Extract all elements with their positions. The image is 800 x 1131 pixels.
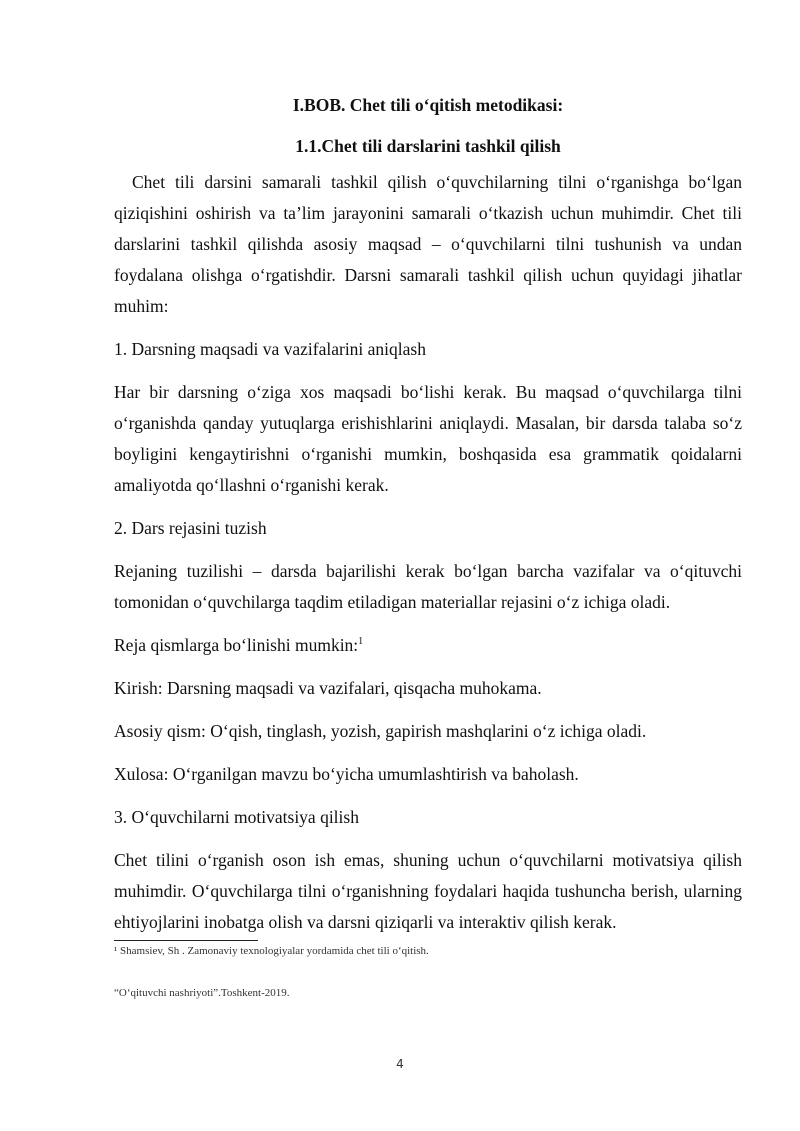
footnote-marker[interactable]: 1 (358, 636, 364, 648)
item1-paragraph: Har bir darsning o‘ziga xos maqsadi bo‘lishi kerak. Bu maqsad o‘quvchilarga tilni o‘rganishda qanday yutuqlarga erishishlarini aniqlaydi. Masalan, bir darsda talaba so‘z boyligini kengaytirishni o‘rganishi mumkin, boshqasida esa grammatik qoidalarni amaliyotda qo‘llashni o‘rganishi kerak. (114, 382, 742, 495)
item3-heading: 3. O‘quvchilarni motivatsiya qilish (114, 807, 359, 827)
item2-paragraph: Rejaning tuzilishi – darsda bajarilishi kerak bo‘lgan barcha vazifalar va o‘qituvchi tomonidan o‘quvchilarga taqdim etiladigan materiallar rejasini o‘z ichiga oladi. (114, 561, 742, 612)
plan-part-conclusion: Xulosa: O‘rganilgan mavzu bo‘yicha umumlashtirish va baholash. (114, 764, 579, 784)
plan-part-main: Asosiy qism: O‘qish, tinglash, yozish, gapirish mashqlarini o‘z ichiga oladi. (114, 721, 647, 741)
plan-intro-text: Reja qismlarga bo‘linishi mumkin: (114, 635, 359, 655)
item1-heading: 1. Darsning maqsadi va vazifalarini aniqlash (114, 339, 426, 359)
footnote-line-1: ¹ Shamsiev, Sh . Zamonaviy texnologiyalar yordamida chet tili o‘qitish. (114, 945, 429, 957)
page-number: 4 (396, 1057, 404, 1071)
plan-intro (114, 630, 742, 661)
item2-heading: 2. Dars rejasini tuzish (114, 518, 267, 538)
intro-paragraph: Chet tili darsini samarali tashkil qilish o‘quvchilarning tilni o‘rganishga bo‘lgan qiziqishini oshirish va ta’lim jarayonini samarali o‘tkazish uchun muhimdir. Chet tili darslarini tashkil qilishda asosiy maqsad – o‘quvchilarni tilni tushunish va undan foydalana olishga o‘rgatishdir. Darsni samarali tashkil qilish uchun quyidagi jihatlar muhim: (114, 172, 742, 316)
plan-part-intro: Kirish: Darsning maqsadi va vazifalari, qisqacha muhokama. (114, 678, 542, 698)
chapter-title: I.BOB. Chet tili o‘qitish metodikasi: (292, 95, 564, 115)
section-title: 1.1.Chet tili darslarini tashkil qilish (295, 136, 561, 156)
footnote-separator (114, 940, 258, 941)
item3-paragraph: Chet tilini o‘rganish oson ish emas, shuning uchun o‘quvchilarni motivatsiya qilish muhimdir. O‘quvchilarga tilni o‘rganishning foydalari haqida tushuncha berish, ularning ehtiyojlarini inobatga olish va darsni qiziqarli va interaktiv qilish kerak. (114, 850, 742, 932)
page-body (114, 92, 742, 938)
footnote-line-2: “O‘qituvchi nashriyoti”.Toshkent-2019. (114, 987, 290, 999)
